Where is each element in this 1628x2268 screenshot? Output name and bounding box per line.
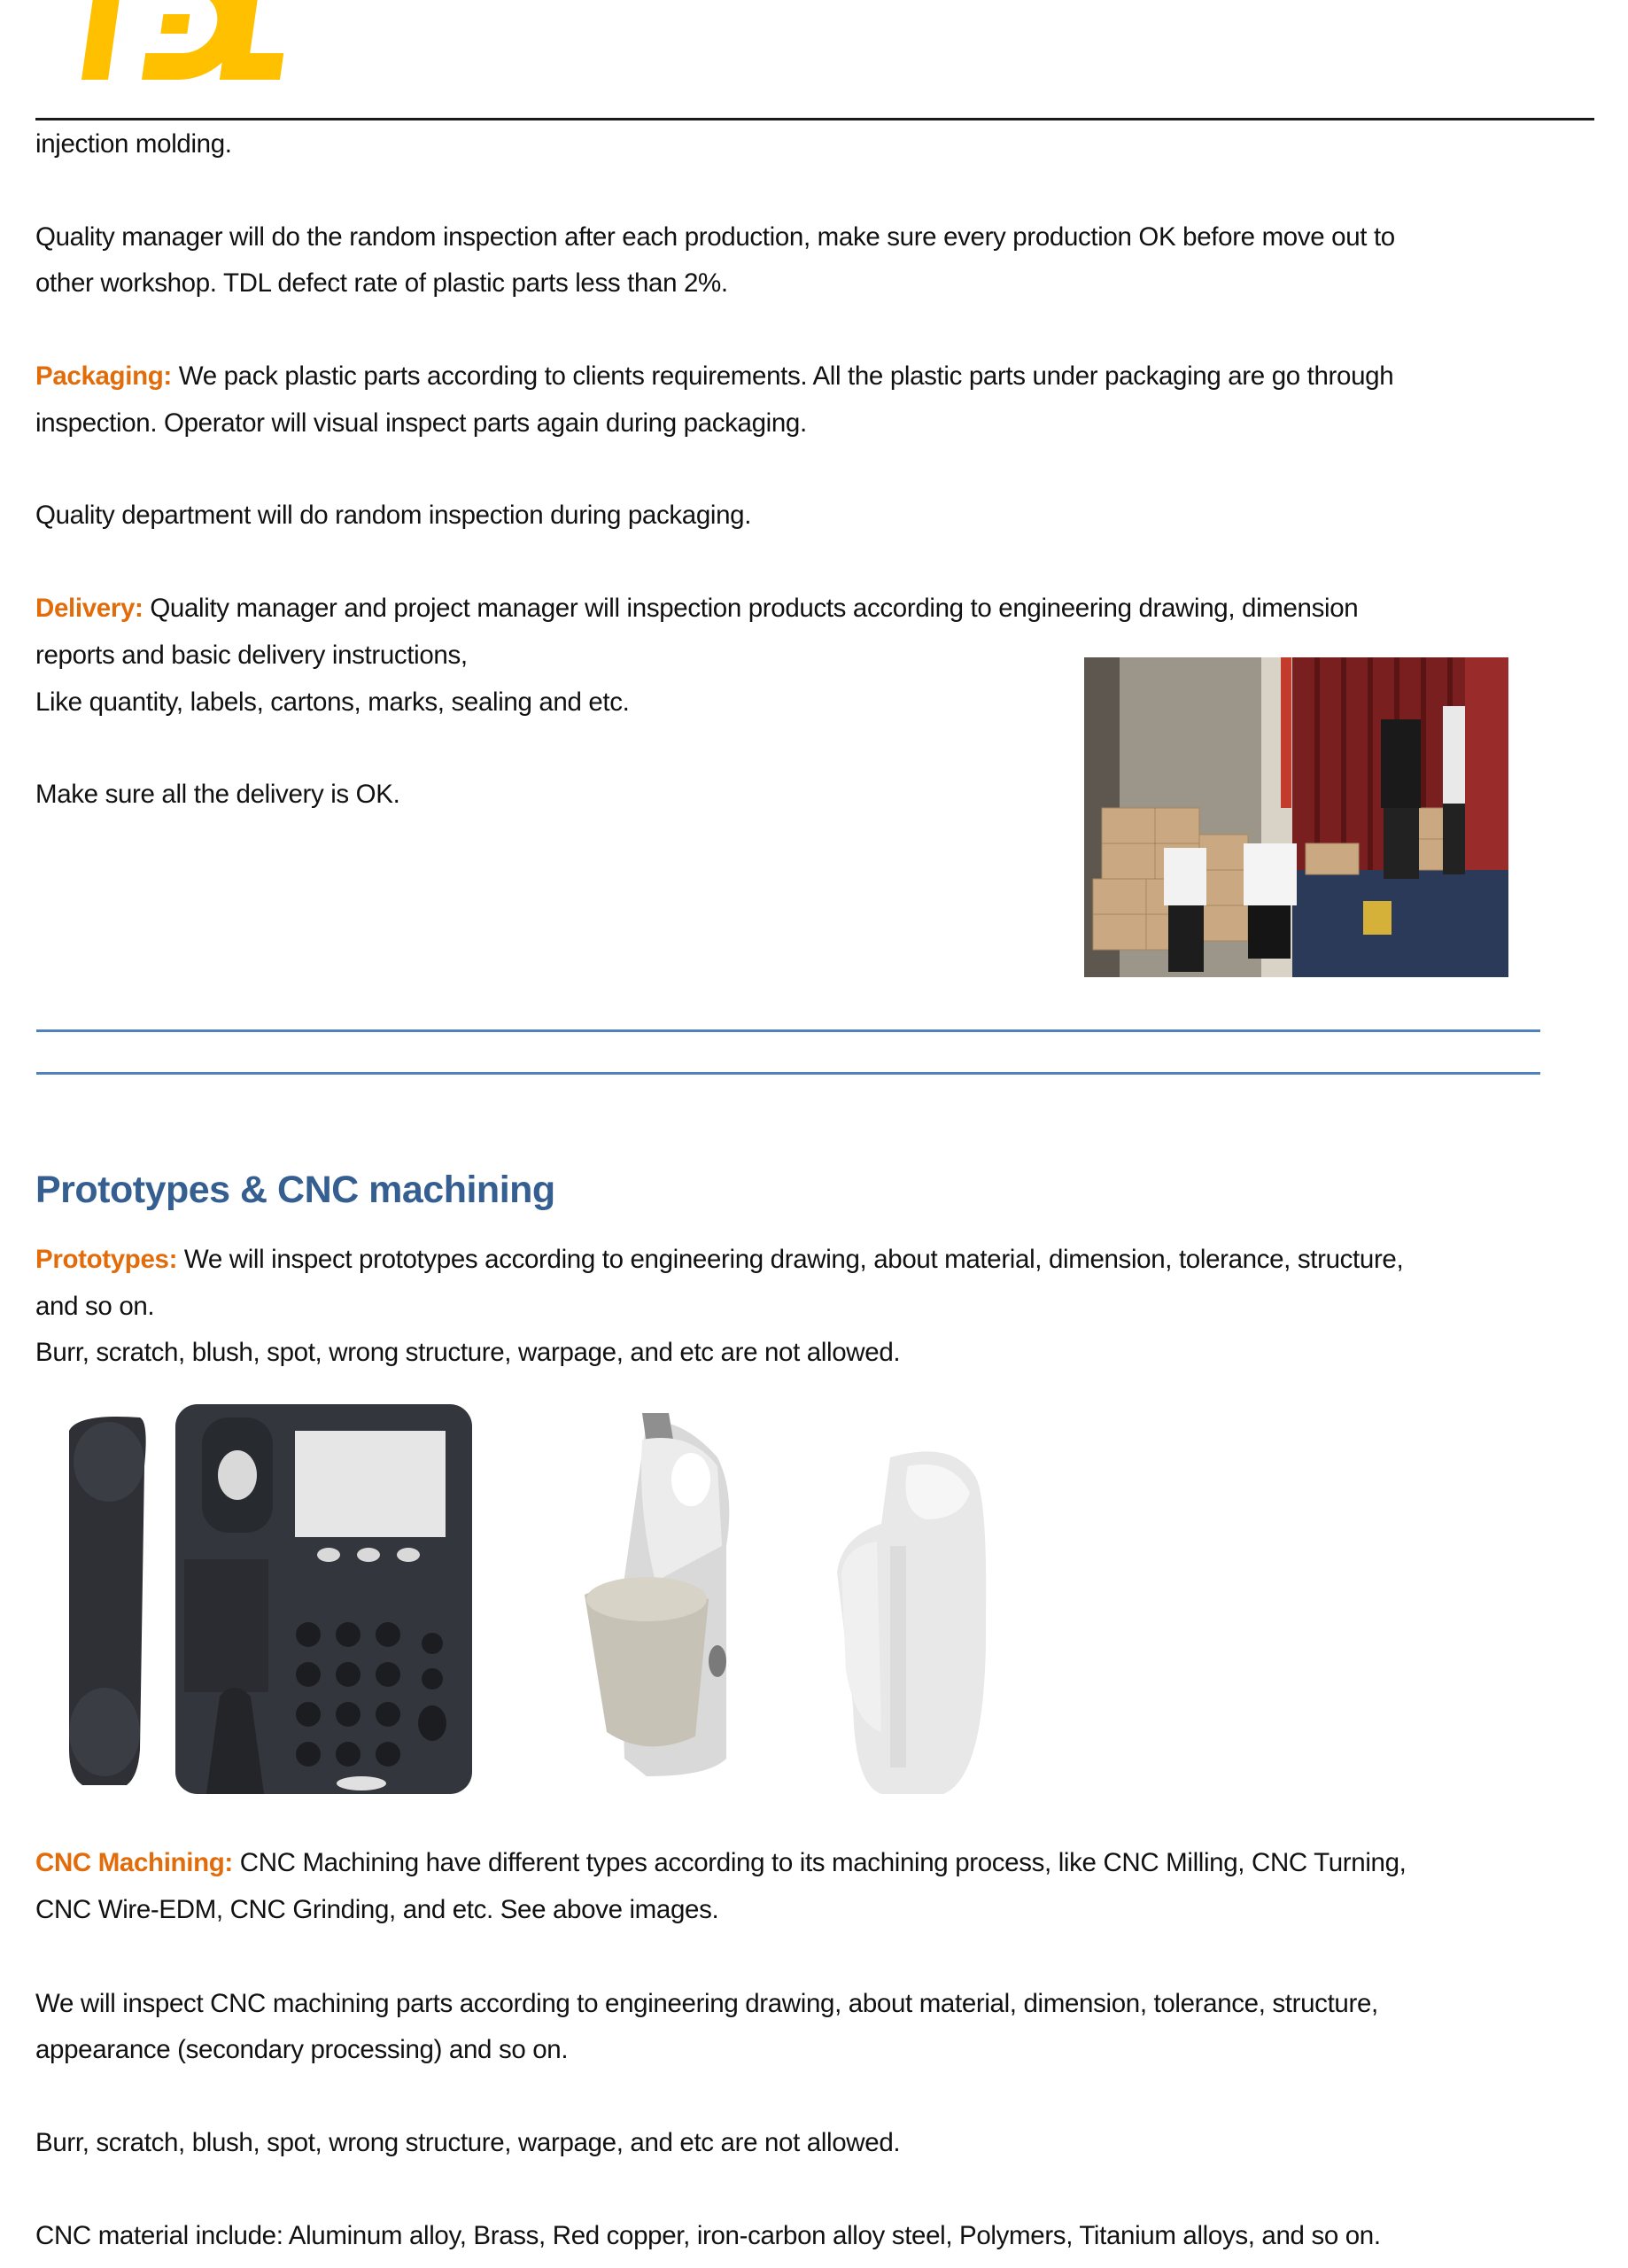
prototypes-label: Prototypes: [35,1245,178,1274]
body-text: reports and basic delivery instructions, [35,641,468,670]
packaging-paragraph [35,361,1393,392]
logo-icon [62,0,297,82]
delivery-label: Delivery: [35,594,143,623]
cnc-paragraph [35,1847,1407,1879]
body-text: Quality manager and project manager will inspection products according to engineering drawing, dimension [143,594,1359,623]
body-text: We pack plastic parts according to clients requirements. All the plastic parts under packaging are go through [171,361,1394,391]
delivery-photo [1084,657,1508,977]
section-heading: Prototypes & CNC machining [35,1169,555,1211]
loading-truck-image [1084,657,1508,977]
packaging-label: Packaging: [35,361,172,391]
section-divider-top [36,1029,1540,1032]
body-text: appearance (secondary processing) and so on. [35,2035,569,2064]
mixer-image [585,1404,744,1781]
body-text: We will inspect prototypes according to engineering drawing, about material, dimension, tolerance, structure, [177,1245,1404,1274]
mixer-prototype-photo [585,1404,744,1781]
delivery-paragraph [35,593,1358,625]
body-text: inspection. Operator will visual inspect parts again during packaging. [35,408,807,438]
body-text: Like quantity, labels, cartons, marks, sealing and etc. [35,687,630,717]
telephone-image [43,1395,490,1803]
body-text: Make sure all the delivery is OK. [35,780,400,809]
body-text: CNC material include: Aluminum alloy, Brass, Red copper, iron-carbon alloy steel, Polymers, Titanium alloys, and so on. [35,2221,1381,2250]
cnc-label: CNC Machining: [35,1848,233,1877]
body-text: other workshop. TDL defect rate of plastic parts less than 2%. [35,268,728,298]
header-divider [35,118,1594,120]
body-text: Burr, scratch, blush, spot, wrong structure, warpage, and etc are not allowed. [35,2128,901,2157]
telephone-prototype-photo [43,1395,490,1803]
section-divider-bottom [36,1072,1540,1075]
pitcher-prototype-photo [828,1440,992,1798]
pitcher-image [828,1440,992,1798]
body-text: CNC Wire-EDM, CNC Grinding, and etc. See above images. [35,1895,719,1924]
body-text: and so on. [35,1292,155,1321]
body-text: Quality department will do random inspection during packaging. [35,501,752,530]
tdl-logo [62,0,297,82]
body-text: We will inspect CNC machining parts according to engineering drawing, about material, dimension, tolerance, structure, [35,1989,1378,2018]
body-text: CNC Machining have different types according to its machining process, like CNC Milling, CNC Turning, [232,1848,1407,1877]
prototypes-paragraph [35,1244,1403,1276]
continuation-text: injection molding. [35,129,232,159]
body-text: Quality manager will do the random inspection after each production, make sure every production OK before move out to [35,222,1395,252]
body-text: Burr, scratch, blush, spot, wrong structure, warpage, and etc are not allowed. [35,1338,901,1367]
